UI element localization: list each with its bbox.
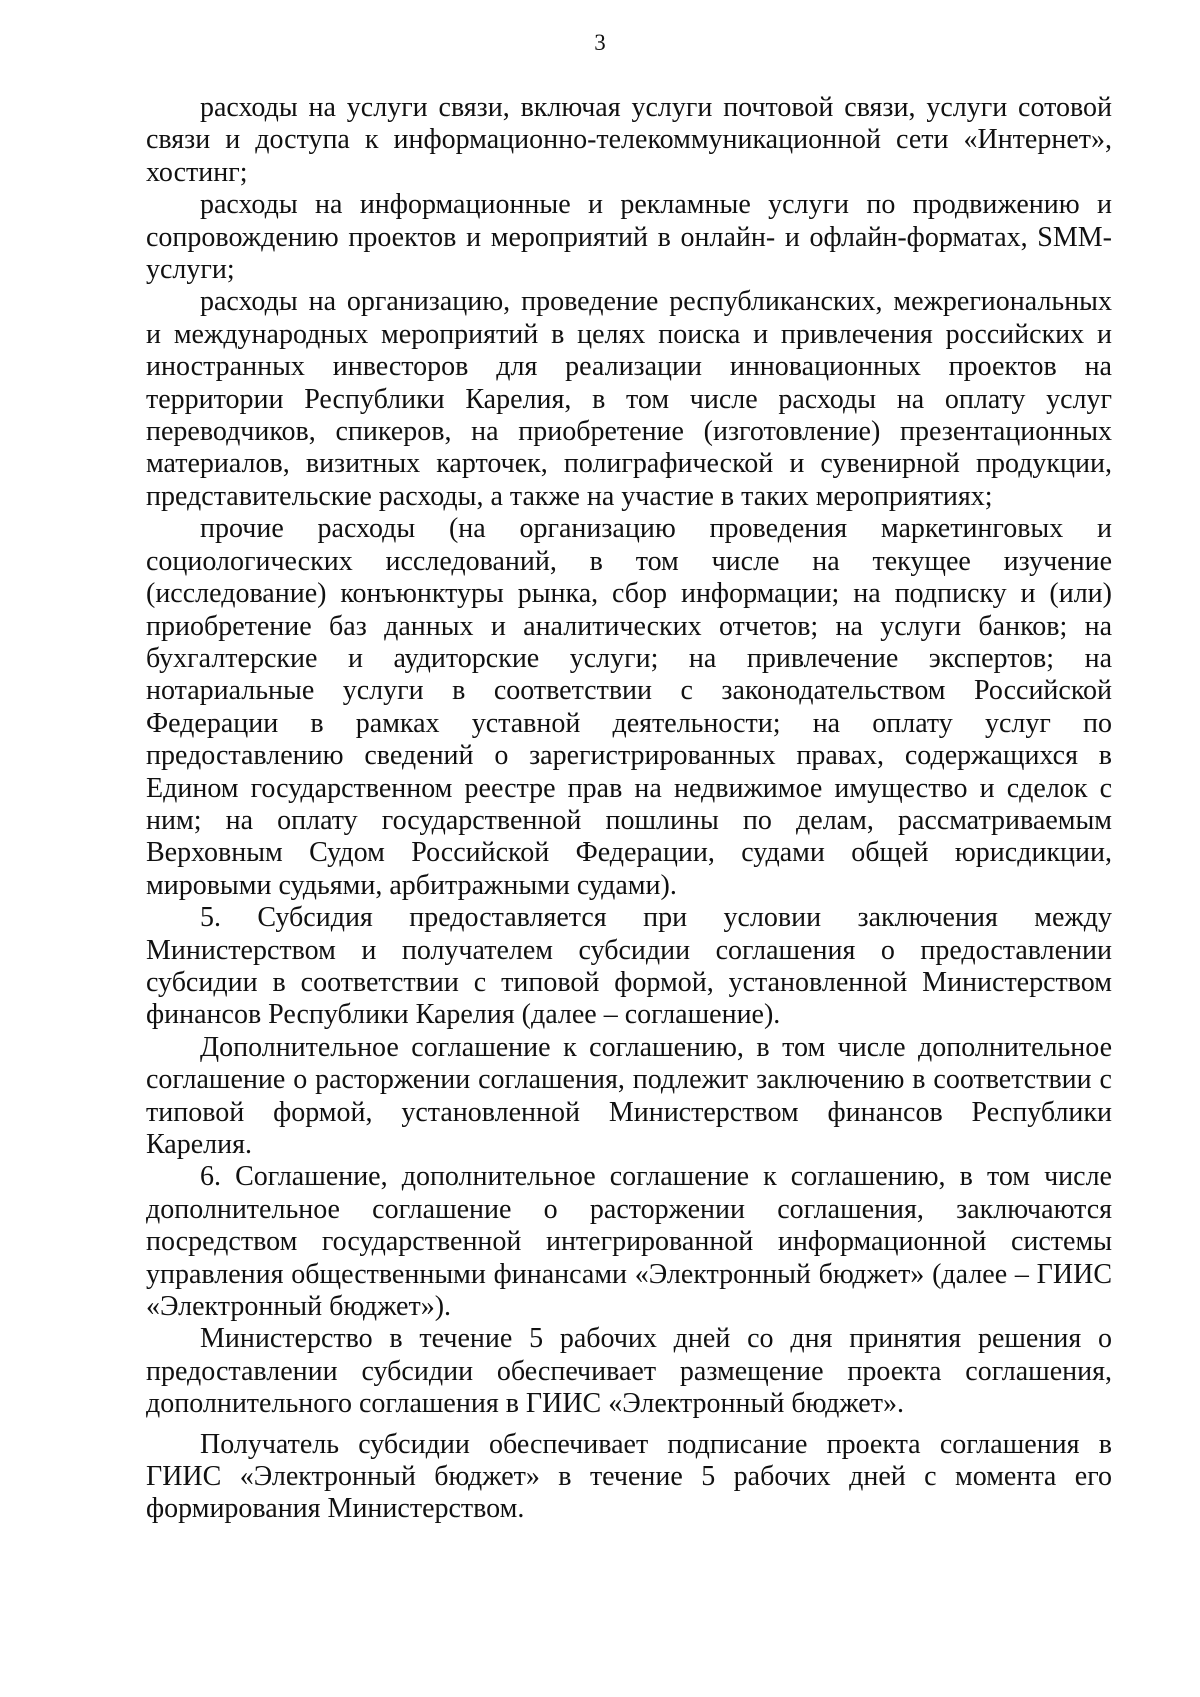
paragraph-recipient-signing: Получатель субсидии обеспечивает подписание проекта соглашения в ГИИС «Электронный бюджет» в течение 5 рабочих дней с момента его формирования Министерством.: [146, 1428, 1112, 1525]
paragraph-advertising-expenses: расходы на информационные и рекламные услуги по продвижению и сопровождению проектов и мероприятий в онлайн- и офлайн-форматах, SMM-услуги;: [146, 189, 1112, 286]
paragraph-other-expenses: прочие расходы (на организацию проведения маркетинговых и социологических исследований, в том числе на текущее изучение (исследование) конъюнктуры рынка, сбор информации; на подписку и (или) приобретение баз данных и аналитических отчетов; на услуги банков; на бухгалтерские и аудиторские услуги; на привлечение экспертов; на нотариальные услуги в соответствии с законодательством Российской Федерации в рамках уставной деятельности; на оплату услуг по предоставлению сведений о зарегистрированных правах, содержащихся в Едином государственном реестре прав на недвижимое имущество и сделок с ним; на оплату государственной пошлины по делам, рассматриваемым Верховным Судом Российской Федерации, судами общей юрисдикции, мировыми судьями, арбитражными судами).: [146, 513, 1112, 901]
paragraph-events-expenses: расходы на организацию, проведение республиканских, межрегиональных и международных мероприятий в целях поиска и привлечения российских и иностранных инвесторов для реализации инновационных проектов на территории Республики Карелия, в том числе расходы на оплату услуг переводчиков, спикеров, на приобретение (изготовление) презентационных материалов, визитных карточек, полиграфической и сувенирной продукции, представительские расходы, а также на участие в таких мероприятиях;: [146, 286, 1112, 512]
paragraph-communication-expenses: расходы на услуги связи, включая услуги почтовой связи, услуги сотовой связи и доступа к информационно-телекоммуникационной сети «Интернет», хостинг;: [146, 92, 1112, 188]
page-number: 3: [594, 30, 606, 55]
paragraph-item-5: 5. Субсидия предоставляется при условии заключения между Министерством и получателем субсидии соглашения о предоставлении субсидии в соответствии с типовой формой, установленной Министерством финансов Республики Карелия (далее – соглашение).: [146, 902, 1112, 1031]
paragraph-additional-agreement: Дополнительное соглашение к соглашению, в том числе дополнительное соглашение о расторжении соглашения, подлежит заключению в соответствии с типовой формой, установленной Министерством финансов Республики Карелия.: [146, 1031, 1112, 1160]
paragraph-item-6: 6. Соглашение, дополнительное соглашение к соглашению, в том числе дополнительное соглашение о расторжении соглашения, заключаются посредством государственной интегрированной информационной системы управления общественными финансами «Электронный бюджет» (далее – ГИИС «Электронный бюджет»).: [146, 1161, 1112, 1323]
document-body: [146, 92, 1112, 1526]
paragraph-ministry-deadline: Министерство в течение 5 рабочих дней со дня принятия решения о предоставлении субсидии обеспечивает размещение проекта соглашения, дополнительного соглашения в ГИИС «Электронный бюджет».: [146, 1323, 1112, 1420]
